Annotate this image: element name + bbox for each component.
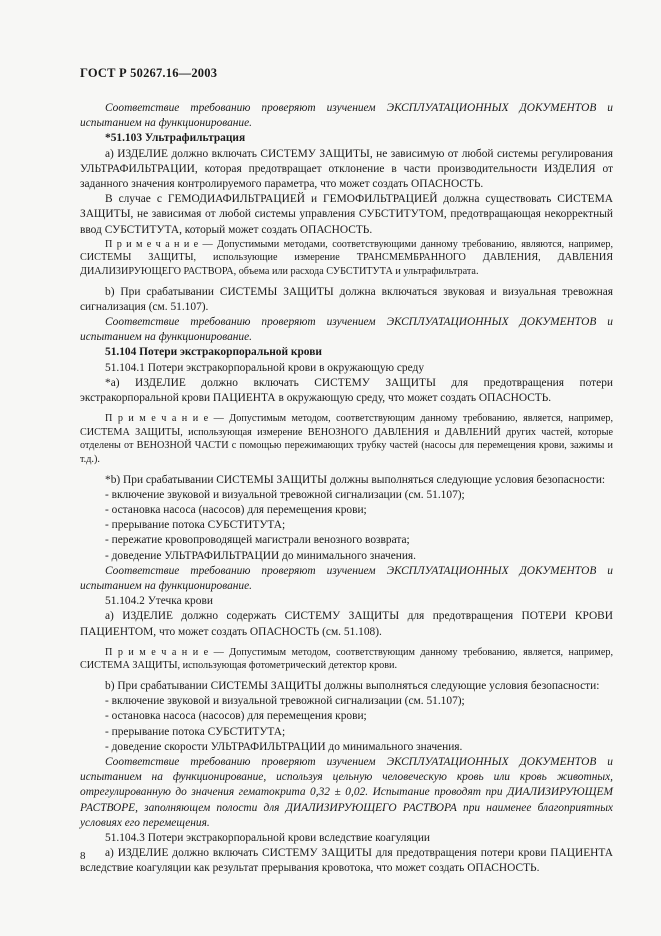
- requirement-b-paragraph: b) При срабатывании СИСТЕМЫ ЗАЩИТЫ должна включаться звуковая и визуальная тревожная сигнализация (см. 51.107).: [80, 285, 613, 313]
- list-item: - включение звуковой и визуальной тревожной сигнализации (см. 51.107);: [105, 695, 465, 708]
- requirement-a-paragraph: a) ИЗДЕЛИЕ должно содержать СИСТЕМУ ЗАЩИТЫ для предотвращения ПОТЕРИ КРОВИ ПАЦИЕНТОМ, что может создать ОПАСНОСТЬ (см. 51.108).: [80, 610, 613, 638]
- document-header: ГОСТ Р 50267.16—2003: [80, 66, 218, 80]
- page-number: 8: [80, 850, 86, 862]
- compliance-check-paragraph: Соответствие требованию проверяют изучением ЭКСПЛУАТАЦИОННЫХ ДОКУМЕНТОВ и испытанием на функционирование.: [80, 102, 613, 130]
- compliance-check-paragraph: Соответствие требованию проверяют изучением ЭКСПЛУАТАЦИОННЫХ ДОКУМЕНТОВ и испытанием на функционирование, используя цельную человеческую кровь или кровь животных, отрегулированную до значения гематокрита 0,32 ± 0,02. Испытание проводят при ДИАЛИЗИРУЮЩЕМ РАСТВОРЕ, заполняющем полости для ДИАЛИЗИРУЮЩЕГО РАСТВОРА при наименее благоприятных условиях его перемещения.: [80, 756, 613, 829]
- list-item: - пережатие кровопроводящей магистрали венозного возврата;: [105, 534, 410, 547]
- section-heading-51-103: *51.103 Ультрафильтрация: [105, 132, 246, 145]
- requirement-a-paragraph: a) ИЗДЕЛИЕ должно включать СИСТЕМУ ЗАЩИТЫ для предотвращения потери крови ПАЦИЕНТА вследствие коагуляции как результат прерывания кровотока, что может создать ОПАСНОСТЬ.: [80, 847, 613, 875]
- document-body: [80, 101, 613, 877]
- requirement-b-paragraph: b) При срабатывании СИСТЕМЫ ЗАЩИТЫ должны выполняться следующие условия безопасности:: [105, 680, 600, 693]
- compliance-check-paragraph: Соответствие требованию проверяют изучением ЭКСПЛУАТАЦИОННЫХ ДОКУМЕНТОВ и испытанием на функционирование.: [80, 316, 613, 344]
- requirement-a-paragraph: a) ИЗДЕЛИЕ должно включать СИСТЕМУ ЗАЩИТЫ, не зависимую от любой системы регулирования УЛЬТРАФИЛЬТРАЦИИ, которая предотвращает отклонение в части производительности ИЗДЕЛИЯ от заданного значения контролируемого параметра, что может создать ОПАСНОСТЬ.: [80, 147, 613, 191]
- requirement-a-paragraph: *a) ИЗДЕЛИЕ должно включать СИСТЕМУ ЗАЩИТЫ для предотвращения потери экстракорпоральной крови ПАЦИЕНТА в окружающую среду, что может создать ОПАСНОСТЬ.: [80, 376, 613, 405]
- section-heading-51-104: 51.104 Потери экстракорпоральной крови: [105, 346, 322, 359]
- note-paragraph: П р и м е ч а н и е — Допустимыми методами, соответствующими данному требованию, являются, например, СИСТЕМЫ ЗАЩИТЫ, использующие измерение ТРАНСМЕМБРАННОГО ДАВЛЕНИЯ, ДАВЛЕНИЯ ДИАЛИЗИРУЮЩЕГО РАСТВОРА, объема или расхода СУБСТИТУТА и ультрафильтрата.: [80, 238, 613, 278]
- note-paragraph: П р и м е ч а н и е — Допустимым методом, соответствующим данному требованию, является, например, СИСТЕМА ЗАЩИТЫ, использующая фотометрический детектор крови.: [80, 646, 613, 672]
- body-paragraph: В случае с ГЕМОДИАФИЛЬТРАЦИЕЙ и ГЕМОФИЛЬТРАЦИЕЙ должна существовать СИСТЕМА ЗАЩИТЫ, не зависимая от любой системы управления СУБСТИТУТОМ, предотвращающая некорректный ввод СУБСТИТУТА, который может создать ОПАСНОСТЬ.: [80, 193, 613, 236]
- list-item: - доведение УЛЬТРАФИЛЬТРАЦИИ до минимального значения.: [105, 549, 417, 562]
- list-item: - остановка насоса (насосов) для перемещения крови;: [105, 504, 367, 517]
- subsection-heading-51-104-1: 51.104.1 Потери экстракорпоральной крови в окружающую среду: [105, 361, 425, 374]
- subsection-heading-51-104-3: 51.104.3 Потери экстракорпоральной крови вследствие коагуляции: [105, 832, 431, 845]
- list-item: - включение звуковой и визуальной тревожной сигнализации (см. 51.107);: [105, 488, 465, 501]
- list-item: - остановка насоса (насосов) для перемещения крови;: [105, 710, 367, 723]
- requirement-b-paragraph: *b) При срабатывании СИСТЕМЫ ЗАЩИТЫ должны выполняться следующие условия безопасности:: [105, 473, 606, 486]
- list-item: - прерывание потока СУБСТИТУТА;: [105, 519, 286, 532]
- note-paragraph: П р и м е ч а н и е — Допустимым методом, соответствующим данному требованию, является, например, СИСТЕМА ЗАЩИТЫ, использующая измерение ВЕНОЗНОГО ДАВЛЕНИЯ и ДАВЛЕНИЙ других частей, которые отделены от ВЕНОЗНОЙ ЧАСТИ с помощью пережимающих трубку частей (насосы для перемещения крови, зажимы и т.д.).: [80, 413, 613, 466]
- subsection-heading-51-104-2: 51.104.2 Утечка крови: [105, 595, 213, 608]
- list-item: - доведение скорости УЛЬТРАФИЛЬТРАЦИИ до минимального значения.: [105, 740, 463, 753]
- compliance-check-paragraph: Соответствие требованию проверяют изучением ЭКСПЛУАТАЦИОННЫХ ДОКУМЕНТОВ и испытанием на функционирование.: [80, 564, 613, 593]
- list-item: - прерывание потока СУБСТИТУТА;: [105, 725, 286, 738]
